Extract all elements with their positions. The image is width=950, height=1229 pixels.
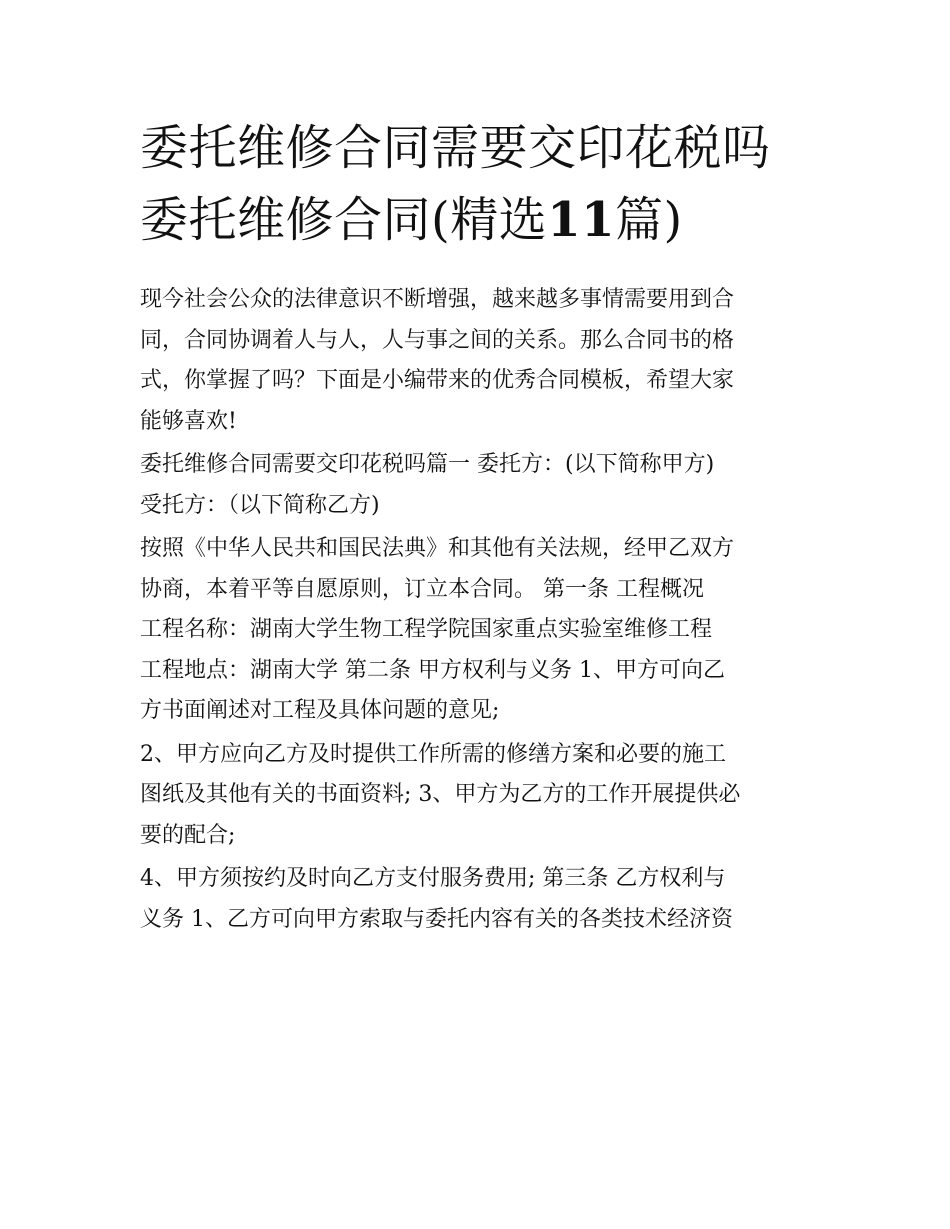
body-line-14: 要的配合; xyxy=(140,822,236,848)
title-number: 11 xyxy=(547,192,616,248)
body-line-1: 现今社会公众的法律意识不断增强，越来越多事情需要用到合 xyxy=(140,287,735,312)
document-body xyxy=(140,280,820,940)
body-line-16: 义务 1、乙方可向甲方索取与委托内容有关的各类技术经济资 xyxy=(140,906,733,932)
body-line-7: 按照《中华人民共和国民法典》和其他有关法规，经甲乙双方 xyxy=(140,536,735,561)
title-line-2-end: 篇) xyxy=(615,192,683,248)
body-line-2: 同，合同协调着人与人，人与事之间的关系。那么合同书的格 xyxy=(140,327,735,353)
body-line-8: 协商，本着平等自愿原则，订立本合同。 第一条 工程概况 xyxy=(140,576,704,602)
body-line-6: 受托方：（以下简称乙方) xyxy=(140,492,380,518)
body-line-9: 工程名称：湖南大学生物工程学院国家重点实验室维修工程 xyxy=(140,617,713,642)
body-line-10: 工程地点：湖南大学 第二条 甲方权利与义务 1、甲方可向乙 xyxy=(140,657,725,683)
body-line-5: 委托维修合同需要交印花税吗篇一 委托方：(以下简称甲方) xyxy=(140,452,715,477)
body-line-11: 方书面阐述对工程及具体问题的意见; xyxy=(140,698,500,723)
document-title xyxy=(140,112,840,256)
body-line-4: 能够喜欢! xyxy=(140,408,237,434)
body-line-12: 2、甲方应向乙方及时提供工作所需的修缮方案和必要的施工 xyxy=(140,741,726,767)
body-line-3: 式，你掌握了吗？下面是小编带来的优秀合同模板，希望大家 xyxy=(140,368,735,393)
title-line-2 xyxy=(140,184,840,256)
body-line-15: 4、甲方须按约及时向乙方支付服务费用; 第三条 乙方权利与 xyxy=(140,866,726,891)
title-line-2-text: 委托维修合同(精选 xyxy=(140,192,548,248)
title-line-1: 委托维修合同需要交印花税吗 xyxy=(140,120,771,176)
body-line-13: 图纸及其他有关的书面资料; 3、甲方为乙方的工作开展提供必 xyxy=(140,782,741,807)
